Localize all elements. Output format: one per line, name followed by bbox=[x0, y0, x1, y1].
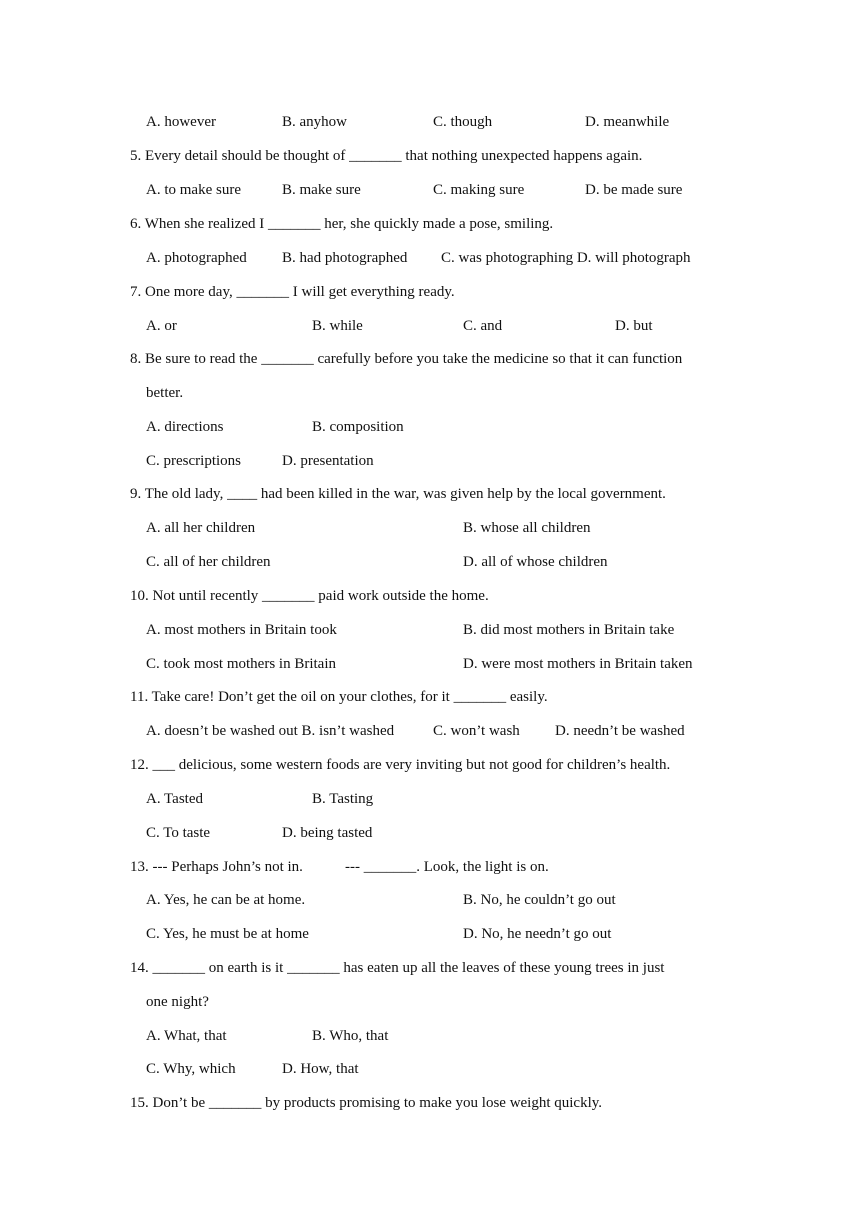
option-a-q8: A. directions bbox=[146, 419, 224, 435]
option-c-q9: C. all of her children bbox=[146, 554, 271, 570]
option-a-q5: A. to make sure bbox=[146, 182, 241, 198]
option-d-q12: D. being tasted bbox=[282, 825, 373, 841]
question-7: 7. One more day, _______ I will get everything ready. bbox=[130, 284, 455, 300]
option-a-b-q11: A. doesn’t be washed out B. isn’t washed bbox=[146, 723, 395, 739]
option-a-q7: A. or bbox=[146, 318, 177, 334]
option-a-q12: A. Tasted bbox=[146, 791, 203, 807]
question-8: 8. Be sure to read the _______ carefully before you take the medicine so that it can function bbox=[130, 351, 683, 367]
option-b-q7: B. while bbox=[312, 318, 363, 334]
option-d-q7: D. but bbox=[615, 318, 653, 334]
option-c-q5: C. making sure bbox=[433, 182, 525, 198]
option-c-q12: C. To taste bbox=[146, 825, 211, 841]
option-d-q13: D. No, he needn’t go out bbox=[463, 926, 612, 942]
question-6: 6. When she realized I _______ her, she quickly made a pose, smiling. bbox=[130, 216, 554, 232]
question-12: 12. ___ delicious, some western foods are very inviting but not good for children’s health. bbox=[130, 757, 671, 773]
question-15: 15. Don’t be _______ by products promising to make you lose weight quickly. bbox=[130, 1095, 603, 1111]
question-10: 10. Not until recently _______ paid work outside the home. bbox=[130, 588, 489, 604]
option-a-q9: A. all her children bbox=[146, 520, 256, 536]
option-b-q9: B. whose all children bbox=[463, 520, 591, 536]
option-d-q8: D. presentation bbox=[282, 453, 374, 469]
option-b-q12: B. Tasting bbox=[312, 791, 374, 807]
option-b-q14: B. Who, that bbox=[312, 1028, 389, 1044]
option-c-q7: C. and bbox=[463, 318, 503, 334]
option-a-q4: A. however bbox=[146, 114, 216, 130]
option-b-q5: B. make sure bbox=[282, 182, 361, 198]
option-a-q14: A. What, that bbox=[146, 1028, 227, 1044]
option-d-q5: D. be made sure bbox=[585, 182, 683, 198]
option-c-q11: C. won’t wash bbox=[433, 723, 520, 739]
question-9: 9. The old lady, ____ had been killed in the war, was given help by the local government. bbox=[130, 486, 666, 502]
option-c-q4: C. though bbox=[433, 114, 493, 130]
question-13: 13. --- Perhaps John’s not in. bbox=[130, 859, 303, 875]
option-a-q6: A. photographed bbox=[146, 250, 247, 266]
question-13-reply: --- _______. Look, the light is on. bbox=[345, 859, 549, 875]
option-b-q6: B. had photographed bbox=[282, 250, 408, 266]
option-b-q8: B. composition bbox=[312, 419, 404, 435]
option-b-q10: B. did most mothers in Britain take bbox=[463, 622, 675, 638]
option-a-q13: A. Yes, he can be at home. bbox=[146, 892, 306, 908]
option-a-q10: A. most mothers in Britain took bbox=[146, 622, 337, 638]
option-d-q9: D. all of whose children bbox=[463, 554, 608, 570]
question-8-continued: better. bbox=[146, 385, 184, 401]
question-14: 14. _______ on earth is it _______ has eaten up all the leaves of these young trees in just bbox=[130, 960, 665, 976]
option-c-d-q6: C. was photographing D. will photograph bbox=[441, 250, 691, 266]
option-c-q8: C. prescriptions bbox=[146, 453, 241, 469]
option-b-q13: B. No, he couldn’t go out bbox=[463, 892, 616, 908]
question-5: 5. Every detail should be thought of _______ that nothing unexpected happens again. bbox=[130, 148, 643, 164]
option-c-q10: C. took most mothers in Britain bbox=[146, 656, 336, 672]
option-b-q4: B. anyhow bbox=[282, 114, 347, 130]
option-c-q13: C. Yes, he must be at home bbox=[146, 926, 309, 942]
question-14-continued: one night? bbox=[146, 994, 209, 1010]
option-d-q14: D. How, that bbox=[282, 1061, 359, 1077]
option-d-q11: D. needn’t be washed bbox=[555, 723, 685, 739]
option-c-q14: C. Why, which bbox=[146, 1061, 236, 1077]
option-d-q10: D. were most mothers in Britain taken bbox=[463, 656, 693, 672]
option-d-q4: D. meanwhile bbox=[585, 114, 670, 130]
question-11: 11. Take care! Don’t get the oil on your clothes, for it _______ easily. bbox=[130, 689, 548, 705]
